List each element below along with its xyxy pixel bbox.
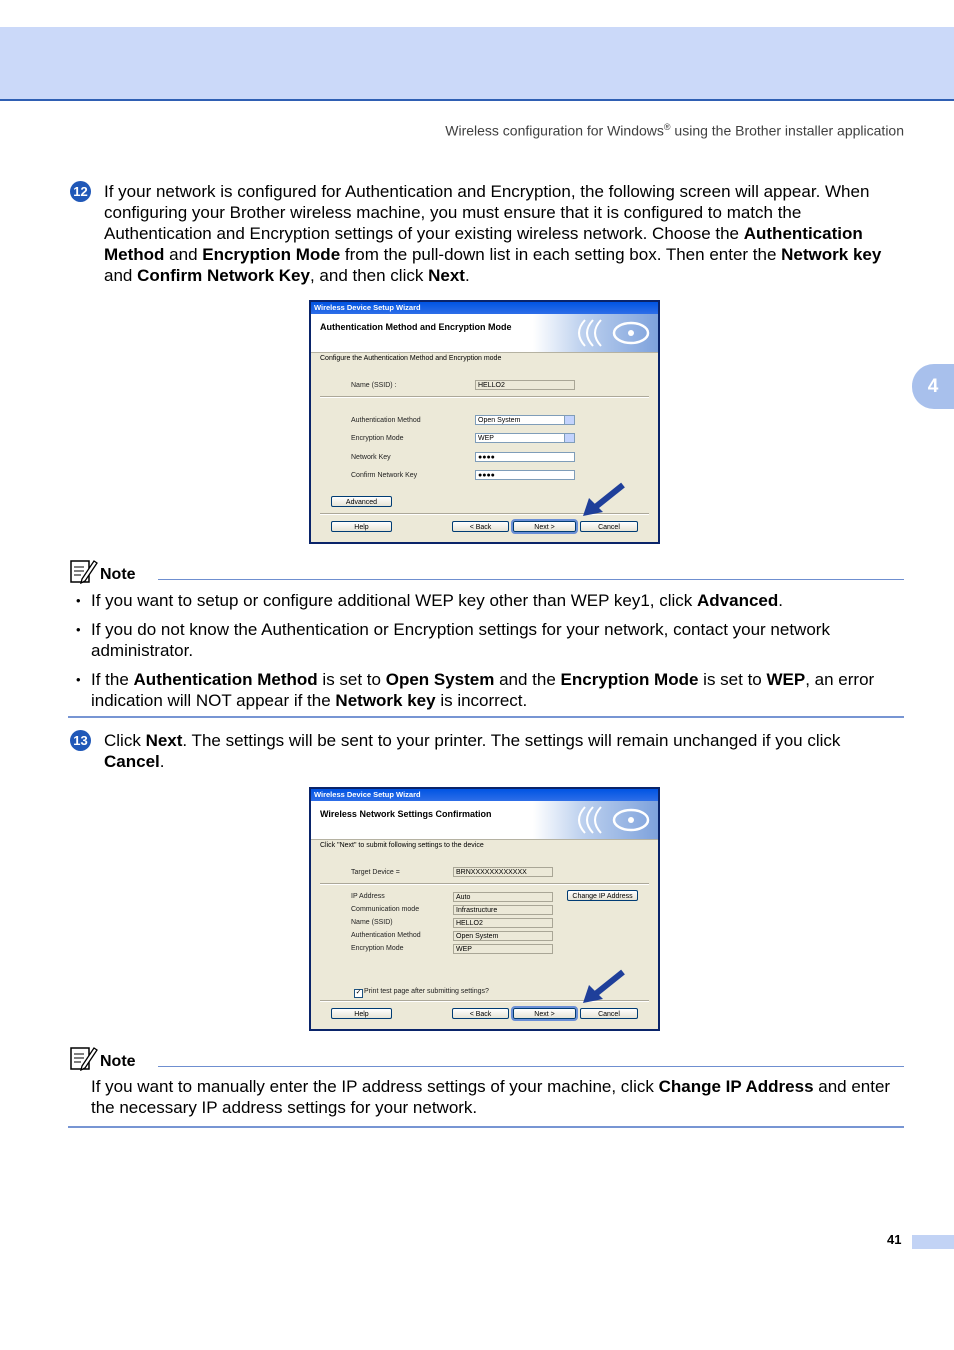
note-label: Note <box>100 566 136 583</box>
separator <box>320 396 649 398</box>
note-item: • If the Authentication Method is set to Open System and the Encryption Mode is set to WEP, an error indication will NOT appear if the Network key is incorrect. <box>70 669 904 711</box>
note-item: • If you do not know the Authentication or Encryption settings for your network, contact your network administrator. <box>70 619 904 661</box>
ip-address-label: IP Address <box>351 893 385 900</box>
dialog-title: Wireless Device Setup Wizard <box>311 789 658 801</box>
note-body <box>70 590 904 711</box>
note-rule <box>158 1066 904 1067</box>
running-title: Wireless configuration for Windows® using the Brother installer application <box>445 122 904 139</box>
wireless-logo-icon <box>533 314 658 352</box>
ssid-field: HELLO2 <box>453 918 553 928</box>
pointer-arrow-icon <box>581 969 626 1004</box>
help-button[interactable]: Help <box>331 521 392 532</box>
dialog-subtitle: Configure the Authentication Method and Encryption mode <box>320 355 502 362</box>
ip-address-field: Auto <box>453 892 553 902</box>
dialog-subtitle: Click "Next" to submit following settings to the device <box>320 842 484 849</box>
next-button[interactable]: Next > <box>513 521 576 532</box>
comm-mode-label: Communication mode <box>351 906 420 913</box>
network-key-field[interactable]: ●●●● <box>475 452 575 462</box>
dialog-banner <box>311 801 658 840</box>
pointer-arrow-icon <box>581 482 626 517</box>
auth-method-label: Authentication Method <box>351 417 421 424</box>
wizard-dialog-confirm <box>309 787 660 1031</box>
help-button[interactable]: Help <box>331 1008 392 1019</box>
note-label: Note <box>100 1053 136 1070</box>
encryption-mode-select[interactable]: WEP <box>475 433 575 443</box>
note-header <box>70 1047 904 1073</box>
step-12 <box>70 181 904 286</box>
auth-method-field: Open System <box>453 931 553 941</box>
note-header <box>70 560 904 586</box>
network-key-label: Network Key <box>351 454 391 461</box>
step-text: Click Next. The settings will be sent to your printer. The settings will remain unchanged if you click Cancel. <box>104 731 841 771</box>
dialog-banner <box>311 314 658 353</box>
auth-method-label: Authentication Method <box>351 932 421 939</box>
banner-title: Wireless Network Settings Confirmation <box>320 809 492 819</box>
next-button[interactable]: Next > <box>513 1008 576 1019</box>
note-pencil-icon <box>70 1045 98 1071</box>
step-number: 13 <box>70 730 91 751</box>
note-divider <box>68 1126 904 1128</box>
cancel-button[interactable]: Cancel <box>580 1008 638 1019</box>
note-box-2 <box>70 1047 904 1118</box>
cancel-button[interactable]: Cancel <box>580 521 638 532</box>
banner-title: Authentication Method and Encryption Mode <box>320 322 512 332</box>
wizard-dialog-auth <box>309 300 660 544</box>
back-button[interactable]: < Back <box>452 1008 509 1019</box>
auth-method-select[interactable]: Open System <box>475 415 575 425</box>
step-number: 12 <box>70 181 91 202</box>
print-test-checkbox[interactable]: ✓ <box>355 989 362 996</box>
wireless-logo-icon <box>533 801 658 839</box>
note-pencil-icon <box>70 558 98 584</box>
back-button[interactable]: < Back <box>452 521 509 532</box>
page-number-bar <box>912 1235 954 1249</box>
note-item: • If you want to setup or configure additional WEP key other than WEP key1, click Advanced. <box>70 590 904 611</box>
encryption-mode-label: Encryption Mode <box>351 945 404 952</box>
confirm-key-label: Confirm Network Key <box>351 472 418 479</box>
ssid-label: Name (SSID) : <box>351 382 397 389</box>
step-13 <box>70 730 904 772</box>
separator <box>320 883 649 885</box>
ssid-field: HELLO2 <box>475 380 575 390</box>
header-band <box>0 27 954 101</box>
encryption-mode-label: Encryption Mode <box>351 435 404 442</box>
note-box-1 <box>70 560 904 719</box>
note-divider <box>68 716 904 718</box>
dialog-title: Wireless Device Setup Wizard <box>311 302 658 314</box>
page-number: 41 <box>887 1232 902 1247</box>
advanced-button[interactable]: Advanced <box>331 496 392 507</box>
ssid-label: Name (SSID) <box>351 919 393 926</box>
note-body: If you want to manually enter the IP address settings of your machine, click Change IP Address and enter the necessary IP address settings for your network. <box>91 1077 891 1117</box>
chapter-tab: 4 <box>912 364 954 409</box>
change-ip-address-button[interactable]: Change IP Address <box>567 890 638 901</box>
print-test-label: Print test page after submitting settings? <box>364 988 489 995</box>
target-device-label: Target Device = <box>351 869 400 876</box>
confirm-key-field[interactable]: ●●●● <box>475 470 575 480</box>
comm-mode-field: Infrastructure <box>453 905 553 915</box>
target-device-field: BRNXXXXXXXXXXXX <box>453 867 553 877</box>
note-rule <box>158 579 904 580</box>
step-text: If your network is configured for Authentication and Encryption, the following screen will appear. When configuring your Brother wireless machine, you must ensure that it is configured to match the Authentication and Encryption settings of your existing wireless network. Choose the Authentication Method and Encryption Mode from the pull-down list in each setting box. Then enter the Network key and Confirm Network Key, and then click Next. <box>104 182 882 285</box>
encryption-mode-field: WEP <box>453 944 553 954</box>
